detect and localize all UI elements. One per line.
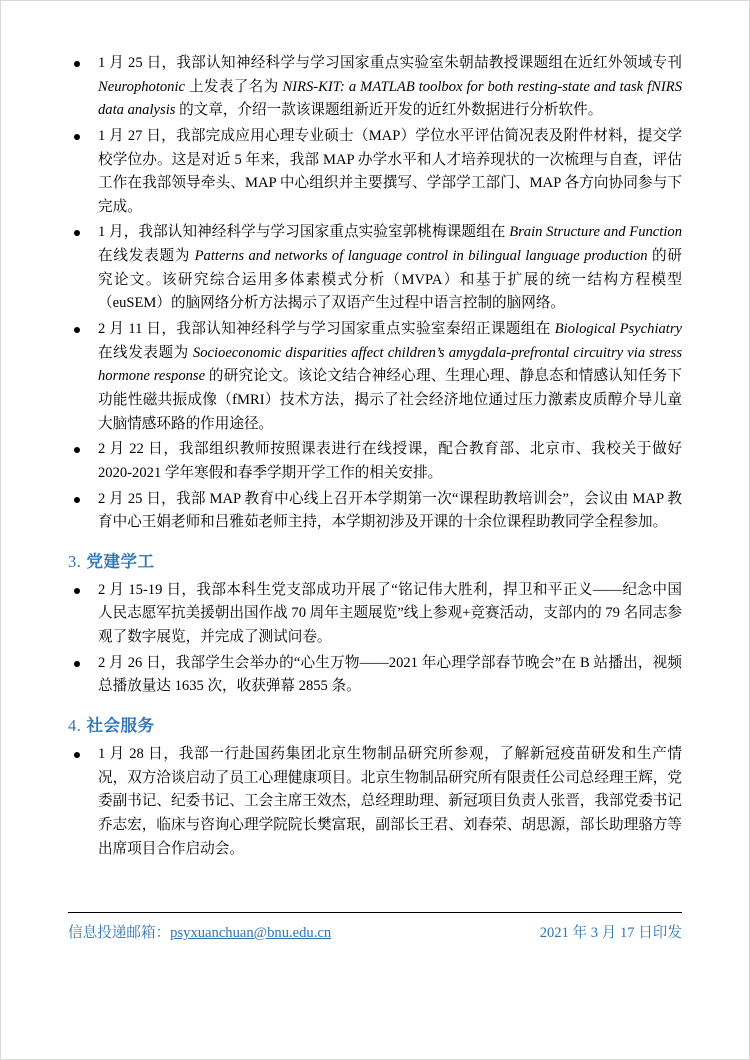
list-item: 2 月 25 日，我部 MAP 教育中心线上召开本学期第一次“课程助教培训会”，会议由 MAP 教育中心王娟老师和吕雅茹老师主持，本学期初涉及开课的十余位课程助教同学全程参加。 [68, 488, 682, 535]
footer-divider [68, 912, 682, 913]
list-item: 1 月 28 日，我部一行赴国药集团北京生物制品研究所参观，了解新冠疫苗研发和生产情况，双方洽谈启动了员工心理健康项目。北京生物制品研究所有限责任公司总经理王辉，党委副书记、纪委书记、工会主席王效杰，总经理助理、新冠项目负责人张晋，我部党委书记乔志宏，临床与咨询心理学院院长樊富珉，副部长王君、刘春荣、胡思源，部长助理骆方等出席项目合作启动会。 [68, 743, 682, 861]
footer-contact-label: 信息投递邮箱： [68, 925, 171, 941]
footer-row [68, 921, 682, 942]
list-item: 2 月 11 日，我部认知神经科学与学习国家重点实验室秦绍正课题组在 Biological Psychiatry 在线发表题为 Socioeconomic disparities affect children’s amygdala-prefrontal circuitry via stress hormone response 的研究论文。该论文结合神经心理、生理心理、静息态和情感认知任务下功能性磁共振成像（fMRI）技术方法，揭示了社会经济地位通过压力激素皮质醇介导儿童大脑情感环路的作用途径。 [68, 318, 682, 436]
list-item: 2 月 26 日，我部学生会举办的“心生万物——2021 年心理学部春节晚会”在 B 站播出，视频总播放量达 1635 次，收获弹幕 2855 条。 [68, 652, 682, 699]
section-number: 4. [68, 716, 82, 736]
list-item: 1 月，我部认知神经科学与学习国家重点实验室郭桃梅课题组在 Brain Structure and Function 在线发表题为 Patterns and networks of language control in bilingual language production 的研究论文。该研究综合运用多体素模式分析（MVPA）和基于扩展的统一结构方程模型（euSEM）的脑网络分析方法揭示了双语产生过程中语言控制的脑网络。 [68, 221, 682, 316]
section-number: 3. [68, 551, 82, 571]
list-item: 2 月 22 日，我部组织教师按照课表进行在线授课，配合教育部、北京市、我校关于做好 2020-2021 学年寒假和春季学期开学工作的相关安排。 [68, 438, 682, 485]
list-item: 1 月 27 日，我部完成应用心理专业硕士（MAP）学位水平评估简况表及附件材料，提交学校学位办。这是对近 5 年来，我部 MAP 办学水平和人才培养现状的一次梳理与自查，评估工作在我部领导牵头、MAP 中心组织并主要撰写、学部学工部门、MAP 各方向协同参与下完成。 [68, 125, 682, 220]
footer-date: 2021 年 3 月 17 日印发 [539, 925, 682, 941]
section-title: 党建学工 [86, 552, 155, 571]
list-item: 2 月 15-19 日，我部本科生党支部成功开展了“铭记伟大胜利，捍卫和平正义——纪念中国人民志愿军抗美援朝出国作战 70 周年主题展览”线上参观+竞赛活动，支部内的 79 名同志参观了数字展览，并完成了测试问卷。 [68, 579, 682, 650]
page-footer [68, 912, 682, 942]
footer-contact [68, 921, 331, 942]
section-heading-social-service [68, 712, 682, 736]
bullet-list-top [68, 52, 682, 535]
bullet-list-social-service [68, 743, 682, 861]
section-heading-party-building [68, 548, 682, 572]
list-item: 1 月 25 日，我部认知神经科学与学习国家重点实验室朱朝喆教授课题组在近红外领域专刊 Neurophotonic 上发表了名为 NIRS-KIT: a MATLAB toolbox for both resting-state and task fNIRS data analysis 的文章，介绍一款该课题组新近开发的近红外数据进行分析软件。 [68, 52, 682, 123]
section-title: 社会服务 [86, 717, 155, 736]
document-body [68, 52, 682, 863]
footer-email-link[interactable]: psyxuanchuan@bnu.edu.cn [170, 925, 332, 941]
bullet-list-party-building [68, 579, 682, 699]
